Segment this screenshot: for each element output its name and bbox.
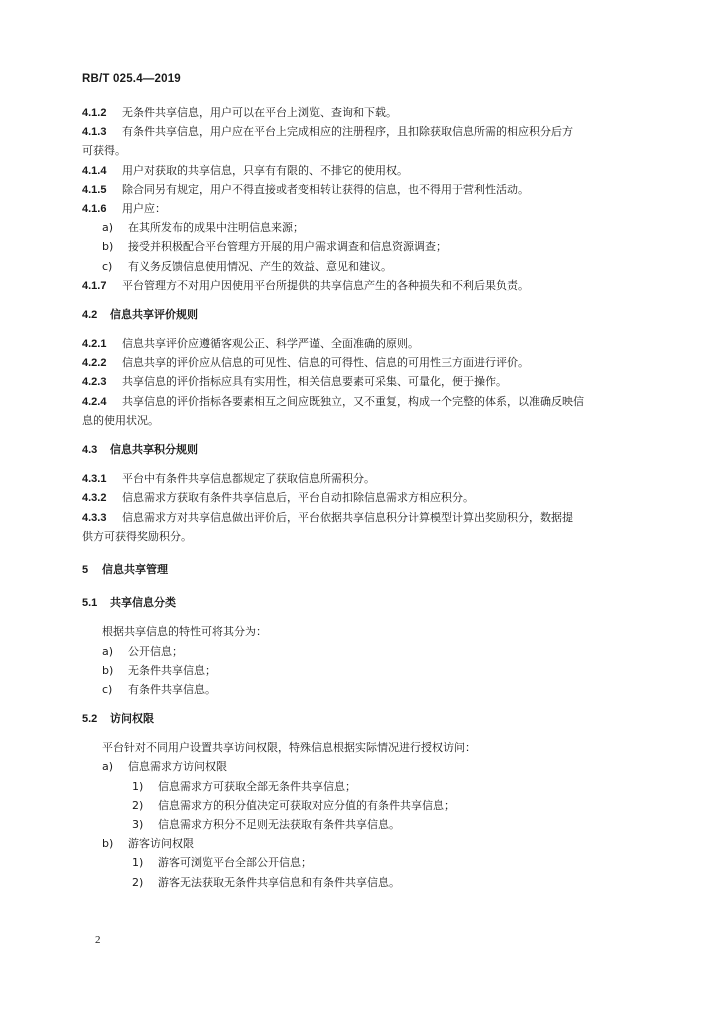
sub-list-item <box>82 796 642 815</box>
clause-text: 共享信息的评价指标各要素相互之间应既独立，又不重复，构成一个完整的体系，以准确反映信 <box>122 394 584 408</box>
clause-text-continued: 供方可获得奖励积分。 <box>82 529 192 543</box>
clause-4-1-3-cont <box>82 141 642 160</box>
clause-number: 4.1.7 <box>82 279 107 292</box>
section-heading-4-2 <box>82 305 642 324</box>
section-title: 共享信息分类 <box>110 596 176 610</box>
list-marker: c) <box>102 682 113 696</box>
sub-list-marker: 3) <box>132 818 144 831</box>
clause-4-2-2 <box>82 353 642 372</box>
clause-number: 4.3.2 <box>82 492 107 505</box>
clause-number: 4.1.3 <box>82 126 107 139</box>
sub-list-item <box>82 873 642 892</box>
sub-list-text: 信息需求方可获取全部无条件共享信息； <box>158 779 356 793</box>
clause-4-1-5 <box>82 180 642 199</box>
list-item <box>82 642 642 661</box>
clause-text: 共享信息的评价指标应具有实用性，相关信息要素可采集、可量化，便于操作。 <box>122 375 507 389</box>
sub-list-text: 信息需求方的积分值决定可获取对应分值的有条件共享信息； <box>158 798 455 812</box>
clause-4-3-3 <box>82 508 642 527</box>
sub-list-item <box>82 815 642 834</box>
list-item <box>82 757 642 776</box>
section-title: 信息共享积分规则 <box>110 443 198 456</box>
chapter-title: 信息共享管理 <box>102 562 168 576</box>
list-marker: a) <box>102 221 114 235</box>
list-text: 接受并积极配合平台管理方开展的用户需求调查和信息资源调查； <box>128 240 447 254</box>
clause-4-3-2 <box>82 488 642 507</box>
sub-list-text: 游客可浏览平台全部公开信息； <box>158 856 312 870</box>
clause-text-continued: 息的使用状况。 <box>82 413 159 427</box>
section-number: 4.2 <box>82 308 98 321</box>
clause-4-3-1 <box>82 469 642 488</box>
list-text: 无条件共享信息； <box>128 663 216 677</box>
section-number: 4.3 <box>82 444 98 456</box>
list-marker: b) <box>102 837 114 851</box>
section-title: 信息共享评价规则 <box>110 307 198 321</box>
paragraph-text: 根据共享信息的特性可将其分为： <box>102 625 267 639</box>
list-marker: a) <box>102 760 114 774</box>
clause-text: 有条件共享信息，用户应在平台上完成相应的注册程序，且扣除获取信息所需的相应积分后方 <box>122 125 573 139</box>
list-text: 在其所发布的成果中注明信息来源； <box>128 221 304 235</box>
sub-list-marker: 2) <box>132 875 144 889</box>
clause-text: 无条件共享信息，用户可以在平台上浏览、查询和下载。 <box>122 106 397 119</box>
sub-list-item <box>82 777 642 796</box>
clause-number: 4.1.2 <box>82 107 107 119</box>
clause-number: 4.2.4 <box>82 395 107 408</box>
list-text: 信息需求方访问权限 <box>128 760 227 774</box>
list-item <box>82 237 642 256</box>
clause-4-3-3-cont <box>82 527 642 546</box>
clause-text: 除合同另有规定，用户不得直接或者变相转让获得的信息，也不得用于营利性活动。 <box>122 182 529 196</box>
list-marker: b) <box>102 663 114 677</box>
sub-list-item <box>82 853 642 872</box>
chapter-heading-5 <box>82 560 642 579</box>
clause-text: 信息共享的评价应从信息的可见性、信息的可得性、信息的可用性三方面进行评价。 <box>122 356 529 370</box>
clause-4-2-4-cont <box>82 411 642 430</box>
clause-text: 信息需求方对共享信息做出评价后，平台依据共享信息积分计算模型计算出奖励积分，数据提 <box>122 510 573 524</box>
list-item <box>82 661 642 680</box>
section-heading-4-3 <box>82 440 642 459</box>
list-item <box>82 834 642 853</box>
clause-4-1-3 <box>82 122 642 141</box>
document-header: RB/T 025.4—2019 <box>82 73 181 85</box>
clause-4-1-4 <box>82 161 642 180</box>
clause-text-continued: 可获得。 <box>82 144 126 158</box>
section-heading-5-2 <box>82 709 642 728</box>
clause-number: 4.3.3 <box>82 511 107 524</box>
clause-number: 4.3.1 <box>82 473 107 486</box>
clause-number: 4.2.2 <box>82 357 107 370</box>
clause-number: 4.1.5 <box>82 183 107 196</box>
clause-4-2-1 <box>82 334 642 353</box>
clause-number: 4.1.4 <box>82 164 107 177</box>
sub-list-text: 游客无法获取无条件共享信息和有条件共享信息。 <box>158 875 400 889</box>
paragraph <box>82 738 642 757</box>
clause-4-2-4 <box>82 392 642 411</box>
section-title: 访问权限 <box>110 712 154 726</box>
section-number: 5.2 <box>82 713 98 726</box>
sub-list-marker: 2) <box>132 798 144 812</box>
document-body <box>82 103 642 892</box>
clause-number: 4.2.1 <box>82 338 107 351</box>
list-marker: c) <box>102 259 113 273</box>
list-text: 有义务反馈信息使用情况、产生的效益、意见和建议。 <box>128 259 392 273</box>
page-number: 2 <box>95 934 101 946</box>
list-item <box>82 218 642 237</box>
section-number: 5.1 <box>82 597 98 610</box>
clause-4-2-3 <box>82 372 642 391</box>
list-item <box>82 680 642 699</box>
sub-list-text: 信息需求方积分不足则无法获取有条件共享信息。 <box>158 818 400 831</box>
list-text: 有条件共享信息。 <box>128 682 216 696</box>
clause-number: 4.1.6 <box>82 202 107 215</box>
clause-text: 信息共享评价应遵循客观公正、科学严谨、全面准确的原则。 <box>122 337 419 351</box>
clause-text: 用户应： <box>122 201 166 215</box>
paragraph-text: 平台针对不同用户设置共享访问权限，特殊信息根据实际情况进行授权访问： <box>102 741 476 755</box>
chapter-number: 5 <box>82 563 89 576</box>
clause-text: 平台中有条件共享信息都规定了获取信息所需积分。 <box>122 472 375 486</box>
clause-4-1-2 <box>82 103 642 122</box>
paragraph <box>82 622 642 641</box>
list-text: 游客访问权限 <box>128 837 194 851</box>
clause-4-1-6 <box>82 199 642 218</box>
list-text: 公开信息； <box>128 644 183 658</box>
list-marker: a) <box>102 644 114 658</box>
list-item <box>82 257 642 276</box>
clause-4-1-7 <box>82 276 642 295</box>
clause-number: 4.2.3 <box>82 376 107 389</box>
list-marker: b) <box>102 240 114 254</box>
sub-list-marker: 1) <box>132 856 144 870</box>
sub-list-marker: 1) <box>132 779 144 793</box>
clause-text: 信息需求方获取有条件共享信息后，平台自动扣除信息需求方相应积分。 <box>122 491 474 505</box>
section-heading-5-1 <box>82 593 642 612</box>
clause-text: 用户对获取的共享信息，只享有有限的、不排它的使用权。 <box>122 163 408 177</box>
clause-text: 平台管理方不对用户因使用平台所提供的共享信息产生的各种损失和不利后果负责。 <box>122 278 529 292</box>
